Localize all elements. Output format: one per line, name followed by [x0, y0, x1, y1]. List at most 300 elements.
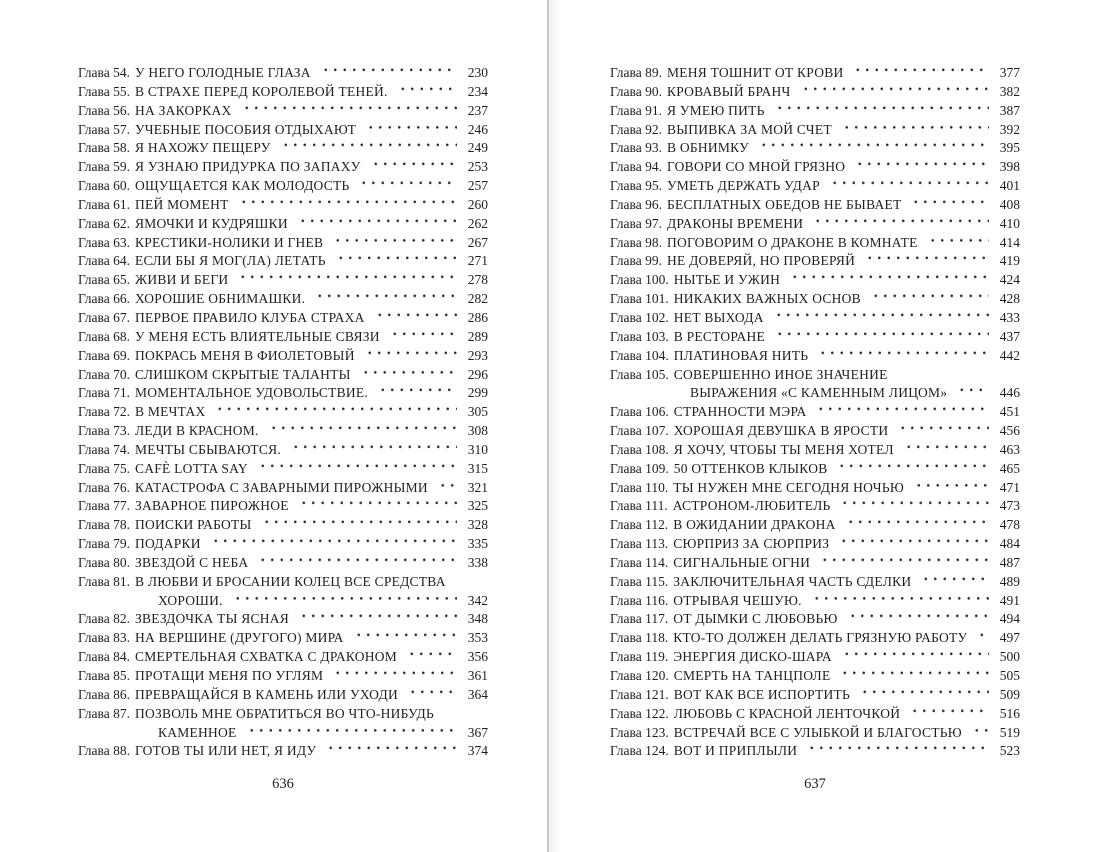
chapter-title: ОТРЫВАЯ ЧЕШУЮ. — [673, 592, 802, 608]
dot-leader — [857, 686, 989, 705]
chapter-title: ГОТОВ ТЫ ИЛИ НЕТ, Я ИДУ — [134, 743, 317, 759]
page-ref: 308 — [467, 423, 488, 439]
page-ref: 364 — [467, 686, 488, 702]
chapter-label: Глава 92. — [610, 121, 662, 137]
dot-leader — [907, 705, 989, 724]
page-ref: 328 — [467, 517, 488, 533]
toc-entry — [610, 573, 1020, 592]
chapter-title: ПЕРВОЕ ПРАВИЛО КЛУБА СТРАХА — [134, 309, 365, 325]
toc-entry — [610, 328, 1020, 347]
chapter-label: Глава 118. — [610, 630, 669, 646]
chapter-label: Глава 59. — [78, 159, 130, 175]
page-ref: 433 — [999, 309, 1020, 325]
dot-leader — [312, 290, 457, 309]
page-ref: 262 — [467, 215, 488, 231]
chapter-label: Глава 77. — [78, 498, 130, 514]
chapter-title: КРОВАВЫЙ БРАНЧ — [666, 83, 791, 99]
toc-entry — [78, 460, 488, 479]
toc-entry — [610, 460, 1020, 479]
dot-leader — [772, 102, 989, 121]
dot-leader — [843, 516, 989, 535]
chapter-title: ЕСЛИ БЫ Я МОГ(ЛА) ЛЕТАТЬ — [134, 253, 326, 269]
toc-entry — [610, 648, 1020, 667]
chapter-title: НА ЗАКОРКАХ — [134, 102, 232, 118]
chapter-label: Глава 86. — [78, 686, 130, 702]
chapter-label: Глава 57. — [78, 121, 130, 137]
dot-leader — [911, 479, 989, 498]
page-ref: 398 — [999, 159, 1020, 175]
toc-entry-line — [78, 554, 488, 573]
page-ref: 494 — [999, 611, 1020, 627]
chapter-label: Глава 91. — [610, 102, 662, 118]
dot-leader — [756, 139, 989, 158]
chapter-label: Глава 85. — [78, 668, 130, 683]
dot-leader — [772, 328, 989, 347]
page-ref: 289 — [467, 328, 488, 344]
toc-entry-line — [78, 102, 488, 121]
toc-entry-line — [78, 648, 488, 667]
toc-entry — [610, 667, 1020, 686]
dot-leader — [827, 177, 989, 196]
chapter-label: Глава 117. — [610, 611, 669, 627]
toc-entry — [610, 158, 1020, 177]
dot-leader — [235, 271, 457, 290]
dot-leader — [925, 234, 989, 253]
page-ref: 408 — [999, 196, 1020, 212]
chapter-title: СОВЕРШЕННО ИНОЕ ЗНАЧЕНИЕ — [673, 366, 888, 382]
dot-leader — [974, 629, 989, 648]
page-ref: 249 — [467, 140, 488, 156]
toc-entry-continuation-line — [78, 592, 488, 611]
toc-entry — [78, 422, 488, 441]
page-ref: 487 — [999, 554, 1020, 570]
page-ref: 367 — [467, 724, 488, 740]
chapter-label: Глава 90. — [610, 83, 662, 99]
chapter-title-continued: ВЫРАЖЕНИЯ «С КАМЕННЫМ ЛИЦОМ» — [690, 385, 948, 401]
chapter-label: Глава 72. — [78, 404, 130, 420]
toc-entry — [78, 234, 488, 253]
toc-entry-line — [610, 535, 1020, 554]
page-ref: 282 — [467, 291, 488, 307]
dot-leader — [969, 724, 989, 743]
dot-leader — [395, 83, 457, 102]
chapter-title: В МЕЧТАХ — [134, 404, 206, 420]
dot-leader — [230, 592, 457, 611]
chapter-title: СМЕРТЕЛЬНАЯ СХВАТКА С ДРАКОНОМ — [134, 649, 398, 665]
page-ref: 299 — [467, 385, 488, 401]
page-ref: 491 — [999, 592, 1020, 608]
toc-entry-line — [610, 742, 1020, 761]
page-ref: 516 — [999, 705, 1020, 721]
chapter-title-continued: ХОРОШИ. — [158, 592, 223, 608]
page-left — [0, 0, 548, 852]
chapter-label: Глава 81. — [78, 573, 130, 589]
dot-leader — [809, 592, 989, 611]
chapter-title: КРЕСТИКИ-НОЛИКИ И ГНЕВ — [134, 234, 324, 250]
chapter-title: ОТ ДЫМКИ С ЛЮБОВЬЮ — [673, 611, 838, 627]
toc-entry — [78, 139, 488, 158]
toc-entry — [78, 554, 488, 573]
dot-leader — [387, 328, 457, 347]
page-ref: 523 — [999, 743, 1020, 759]
chapter-title: ПОГОВОРИМ О ДРАКОНЕ В КОМНАТЕ — [666, 234, 918, 250]
chapter-title: ЖИВИ И БЕГИ — [134, 272, 229, 288]
toc-entry-line — [610, 102, 1020, 121]
toc-entry-line — [78, 83, 488, 102]
toc-entry — [78, 196, 488, 215]
toc-entry — [610, 592, 1020, 611]
chapter-title: ЗАКЛЮЧИТЕЛЬНАЯ ЧАСТЬ СДЕЛКИ — [673, 573, 912, 589]
dot-leader — [918, 573, 989, 592]
toc-entry-line — [610, 83, 1020, 102]
toc-entry — [610, 516, 1020, 535]
toc-entry — [610, 705, 1020, 724]
toc-entry — [610, 64, 1020, 83]
page-ref: 392 — [999, 121, 1020, 137]
page-ref: 500 — [999, 649, 1020, 665]
toc-entry-line — [610, 610, 1020, 629]
dot-leader — [356, 177, 457, 196]
chapter-title: КАТАСТРОФА С ЗАВАРНЫМИ ПИРОЖНЫМИ — [134, 479, 428, 495]
toc-entry-line — [610, 592, 1020, 611]
chapter-title: ПОИСКИ РАБОТЫ — [134, 517, 252, 533]
chapter-label: Глава 88. — [78, 743, 130, 759]
dot-leader — [850, 64, 989, 83]
toc-entry-line — [78, 309, 488, 328]
chapter-label: Глава 119. — [610, 649, 669, 665]
toc-entry-line — [610, 403, 1020, 422]
chapter-title: НЕТ ВЫХОДА — [673, 309, 764, 325]
toc-entry-line — [610, 252, 1020, 271]
chapter-title: ПОДАРКИ — [134, 536, 201, 552]
toc-entry — [610, 366, 1020, 404]
dot-leader — [363, 121, 457, 140]
page-ref: 419 — [999, 253, 1020, 269]
chapter-title: ЛЕДИ В КРАСНОМ. — [134, 423, 259, 439]
toc-entry-line — [610, 648, 1020, 667]
dot-leader — [295, 215, 457, 234]
chapter-title: ЛЮБОВЬ С КРАСНОЙ ЛЕНТОЧКОЙ — [673, 705, 901, 721]
toc-entry-line — [78, 610, 488, 629]
toc-entry — [78, 705, 488, 743]
toc-entry — [78, 441, 488, 460]
toc-entry-line — [78, 686, 488, 705]
chapter-title: ЗВЕЗДОЧКА ТЫ ЯСНАЯ — [134, 611, 290, 627]
toc-entry-line — [610, 271, 1020, 290]
chapter-label: Глава 73. — [78, 423, 130, 439]
toc-entry — [78, 497, 488, 516]
toc-entry — [78, 366, 488, 385]
dot-leader — [372, 309, 457, 328]
chapter-label: Глава 124. — [610, 743, 669, 759]
toc-entry — [610, 629, 1020, 648]
chapter-label: Глава 78. — [78, 517, 130, 533]
toc-entry — [78, 158, 488, 177]
page-ref: 353 — [467, 630, 488, 646]
page-ref: 497 — [999, 630, 1020, 646]
page-ref: 374 — [467, 743, 488, 759]
page-ref: 442 — [999, 347, 1020, 363]
page-ref: 456 — [999, 423, 1020, 439]
chapter-title: ДРАКОНЫ ВРЕМЕНИ — [666, 215, 804, 231]
toc-entry-line — [610, 422, 1020, 441]
toc-entry — [78, 384, 488, 403]
toc-entry-line — [610, 460, 1020, 479]
chapter-title: ВОТ И ПРИПЛЫЛИ — [673, 743, 798, 759]
chapter-title: У НЕГО ГОЛОДНЫЕ ГЛАЗА — [134, 65, 311, 80]
page-ref: 305 — [467, 404, 488, 420]
page-ref: 489 — [999, 573, 1020, 589]
toc-entry-line — [78, 234, 488, 253]
toc-entry — [78, 252, 488, 271]
toc-entry-line — [610, 139, 1020, 158]
toc-entry-line — [78, 271, 488, 290]
page-ref: 471 — [999, 479, 1020, 495]
page-ref: 260 — [467, 196, 488, 212]
page-ref: 356 — [467, 649, 488, 665]
toc-entry — [78, 215, 488, 234]
page-number-right: 637 — [804, 776, 826, 792]
chapter-label: Глава 100. — [610, 272, 669, 288]
toc-entry-line — [78, 441, 488, 460]
page-ref: 428 — [999, 291, 1020, 307]
chapter-label: Глава 58. — [78, 140, 130, 156]
toc-entry — [78, 102, 488, 121]
page-gutter-line — [547, 0, 549, 852]
page-ref: 293 — [467, 347, 488, 363]
toc-entry — [610, 554, 1020, 573]
toc-list-left — [78, 64, 488, 761]
chapter-title: Я НАХОЖУ ПЕЩЕРУ — [134, 140, 271, 156]
chapter-label: Глава 56. — [78, 102, 130, 118]
toc-entry-line — [78, 535, 488, 554]
chapter-label: Глава 76. — [78, 479, 130, 495]
toc-entry-line — [78, 667, 488, 686]
chapter-title: ПЛАТИНОВАЯ НИТЬ — [673, 347, 809, 363]
toc-entry-line — [78, 252, 488, 271]
chapter-label: Глава 103. — [610, 328, 669, 344]
toc-list-right — [610, 64, 1020, 761]
page-ref: 387 — [999, 102, 1020, 118]
toc-entry-line — [610, 497, 1020, 516]
dot-leader — [787, 271, 989, 290]
toc-entry — [610, 686, 1020, 705]
toc-entry-line — [78, 460, 488, 479]
chapter-title: ХОРОШАЯ ДЕВУШКА В ЯРОСТИ — [673, 423, 889, 439]
chapter-label: Глава 66. — [78, 291, 130, 307]
dot-leader — [839, 648, 989, 667]
dot-leader — [362, 347, 457, 366]
dot-leader — [368, 158, 457, 177]
chapter-title: ПОЗВОЛЬ МНЕ ОБРАТИТЬСЯ ВО ЧТО-НИБУДЬ — [134, 705, 435, 721]
chapter-label: Глава 62. — [78, 215, 130, 231]
toc-entry-line — [78, 573, 488, 592]
page-ref: 451 — [999, 404, 1020, 420]
toc-entry-line — [78, 422, 488, 441]
chapter-label: Глава 123. — [610, 724, 669, 740]
toc-entry-line — [610, 347, 1020, 366]
toc-entry-line — [78, 177, 488, 196]
dot-leader — [954, 384, 989, 403]
page-ref: 509 — [999, 686, 1020, 702]
dot-leader — [404, 648, 457, 667]
toc-entry-line — [610, 479, 1020, 498]
dot-leader — [255, 554, 457, 573]
dot-leader — [278, 139, 457, 158]
dot-leader — [330, 667, 457, 686]
page-ref: 519 — [999, 724, 1020, 740]
dot-leader — [435, 479, 457, 498]
page-ref: 437 — [999, 328, 1020, 344]
toc-entry-line — [78, 64, 488, 83]
dot-leader — [266, 422, 457, 441]
toc-entry-line — [610, 554, 1020, 573]
page-ref: 348 — [467, 611, 488, 627]
chapter-label: Глава 110. — [610, 479, 669, 495]
toc-entry — [610, 271, 1020, 290]
dot-leader — [834, 460, 989, 479]
chapter-label: Глава 115. — [610, 573, 669, 589]
chapter-label: Глава 97. — [610, 215, 662, 231]
toc-entry-line — [610, 441, 1020, 460]
toc-entry — [610, 724, 1020, 743]
dot-leader — [815, 347, 989, 366]
page-ref: 484 — [999, 536, 1020, 552]
toc-entry — [610, 234, 1020, 253]
toc-entry — [78, 347, 488, 366]
chapter-label: Глава 93. — [610, 140, 662, 156]
chapter-label: Глава 106. — [610, 404, 669, 420]
toc-entry — [610, 121, 1020, 140]
chapter-label: Глава 94. — [610, 159, 662, 175]
chapter-title: ПЕЙ МОМЕНТ — [134, 196, 229, 212]
chapter-title: МОМЕНТАЛЬНОЕ УДОВОЛЬСТВИЕ. — [134, 385, 369, 401]
chapter-label: Глава 101. — [610, 291, 669, 307]
chapter-label: Глава 113. — [610, 536, 669, 552]
chapter-title: ЭНЕРГИЯ ДИСКО-ШАРА — [673, 649, 832, 665]
chapter-title: В ОЖИДАНИИ ДРАКОНА — [673, 517, 836, 533]
page-ref: 325 — [467, 498, 488, 514]
toc-entry-line — [610, 64, 1020, 83]
chapter-label: Глава 71. — [78, 385, 130, 401]
chapter-label: Глава 82. — [78, 611, 130, 627]
dot-leader — [239, 102, 457, 121]
toc-entry — [610, 403, 1020, 422]
chapter-title: ВСТРЕЧАЙ ВСЕ С УЛЫБКОЙ И БЛАГОСТЬЮ — [673, 724, 962, 740]
toc-entry-line — [78, 290, 488, 309]
page-ref: 278 — [467, 272, 488, 288]
page-ref: 271 — [467, 253, 488, 269]
page-ref: 395 — [999, 140, 1020, 156]
chapter-label: Глава 65. — [78, 272, 130, 288]
toc-entry — [78, 83, 488, 102]
page-ref: 401 — [999, 178, 1020, 194]
chapter-title: МЕЧТЫ СБЫВАЮТСЯ. — [134, 441, 281, 457]
toc-entry — [610, 252, 1020, 271]
dot-leader — [333, 252, 457, 271]
chapter-label: Глава 116. — [610, 592, 669, 608]
toc-entry — [610, 290, 1020, 309]
toc-entry-line — [610, 290, 1020, 309]
chapter-title: СТРАННОСТИ МЭРА — [673, 404, 807, 420]
dot-leader — [351, 629, 457, 648]
toc-entry — [610, 535, 1020, 554]
toc-entry — [78, 516, 488, 535]
chapter-title: Я УМЕЮ ПИТЬ — [666, 102, 765, 118]
chapter-title: В ОБНИМКУ — [666, 140, 749, 156]
dot-leader — [845, 610, 989, 629]
toc-entry — [610, 139, 1020, 158]
chapter-label: Глава 61. — [78, 196, 130, 212]
dot-leader — [244, 724, 458, 743]
page-ref: 342 — [467, 592, 488, 608]
toc-entry — [610, 83, 1020, 102]
page-ref: 465 — [999, 460, 1020, 476]
chapter-title-continued: КАМЕННОЕ — [158, 724, 237, 740]
toc-entry — [78, 290, 488, 309]
toc-entry-line — [78, 742, 488, 761]
page-ref: 414 — [999, 234, 1020, 250]
chapter-label: Глава 64. — [78, 253, 130, 269]
dot-leader — [868, 290, 989, 309]
dot-leader — [836, 535, 989, 554]
gutter-shade — [549, 0, 561, 852]
chapter-title: CAFÈ LOTTA SAY — [134, 460, 248, 476]
chapter-label: Глава 89. — [610, 65, 662, 80]
chapter-title: СИГНАЛЬНЫЕ ОГНИ — [673, 554, 811, 570]
toc-entry — [78, 667, 488, 686]
chapter-label: Глава 122. — [610, 705, 669, 721]
dot-leader — [288, 441, 457, 460]
toc-entry — [610, 177, 1020, 196]
chapter-title: УЧЕБНЫЕ ПОСОБИЯ ОТДЫХАЮТ — [134, 121, 357, 137]
chapter-label: Глава 60. — [78, 178, 130, 194]
dot-leader — [837, 497, 989, 516]
chapter-title: 50 ОТТЕНКОВ КЛЫКОВ — [673, 460, 828, 476]
chapter-label: Глава 120. — [610, 668, 669, 683]
page-ref: 296 — [467, 366, 488, 382]
chapter-label: Глава 107. — [610, 423, 669, 439]
chapter-label: Глава 109. — [610, 460, 669, 476]
toc-entry — [78, 648, 488, 667]
dot-leader — [908, 196, 989, 215]
toc-entry-line — [78, 403, 488, 422]
toc-entry — [610, 422, 1020, 441]
toc-entry-line — [78, 629, 488, 648]
chapter-label: Глава 68. — [78, 328, 130, 344]
chapter-label: Глава 83. — [78, 630, 130, 646]
page-number-left: 636 — [272, 776, 294, 792]
toc-entry — [610, 215, 1020, 234]
toc-entry-line — [610, 516, 1020, 535]
chapter-title: Я ХОЧУ, ЧТОБЫ ТЫ МЕНЯ ХОТЕЛ — [673, 441, 894, 457]
chapter-label: Глава 95. — [610, 178, 662, 194]
page-ref: 338 — [467, 554, 488, 570]
toc-entry — [610, 196, 1020, 215]
page-ref: 473 — [999, 498, 1020, 514]
chapter-label: Глава 84. — [78, 649, 130, 665]
chapter-title: ВОТ КАК ВСЕ ИСПОРТИТЬ — [673, 686, 851, 702]
dot-leader — [837, 667, 989, 686]
chapter-title: В СТРАХЕ ПЕРЕД КОРОЛЕВОЙ ТЕНЕЙ. — [134, 83, 388, 99]
toc-entry-line — [610, 158, 1020, 177]
chapter-title: ТЫ НУЖЕН МНЕ СЕГОДНЯ НОЧЬЮ — [673, 479, 904, 495]
page-ref: 463 — [999, 441, 1020, 457]
chapter-title: КТО-ТО ДОЛЖЕН ДЕЛАТЬ ГРЯЗНУЮ РАБОТУ — [673, 630, 968, 646]
toc-entry-line — [610, 705, 1020, 724]
page-ref: 253 — [467, 159, 488, 175]
toc-entry — [78, 686, 488, 705]
